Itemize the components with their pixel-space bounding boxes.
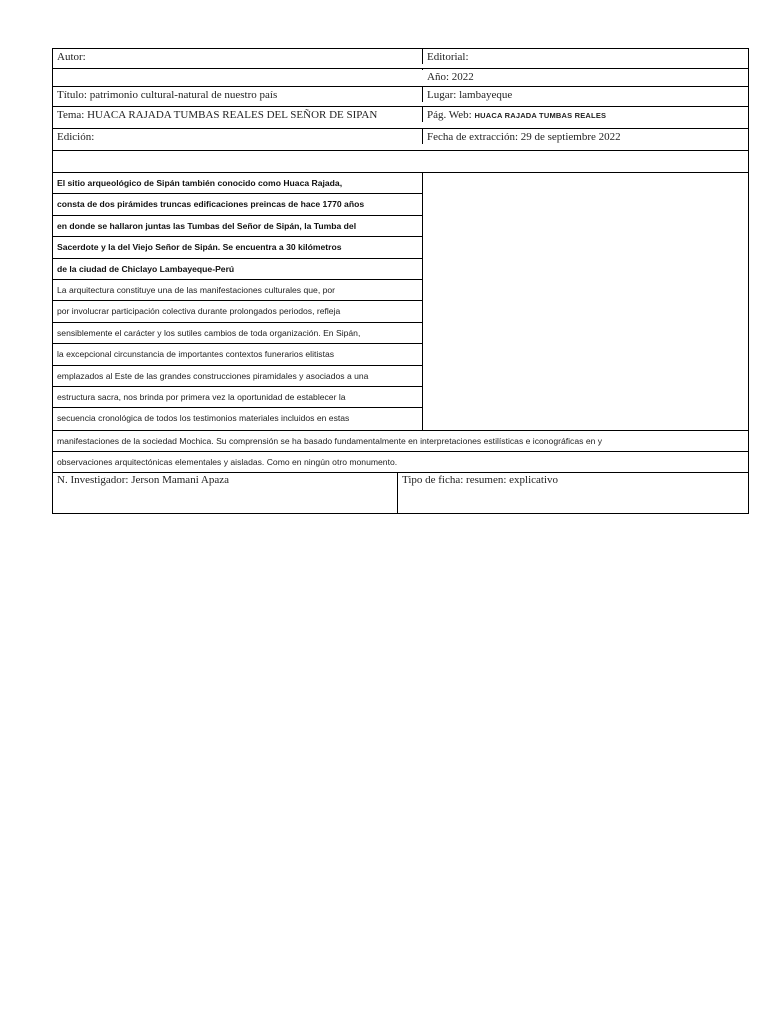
summary-line: emplazados al Este de las grandes construcciones piramidales y asociados a una <box>53 366 422 387</box>
pag-web-value: HUACA RAJADA TUMBAS REALES <box>474 111 607 120</box>
summary-line: consta de dos pirámides truncas edificaciones preincas de hace 1770 años <box>53 194 422 215</box>
summary-full-line: manifestaciones de la sociedad Mochica. Su comprensión se ha basado fundamentalmente en interpretaciones estilísticas e iconográficas en y <box>53 431 748 452</box>
summary-line: la excepcional circunstancia de importantes contextos funerarios elitistas <box>53 344 422 365</box>
summary-line: La arquitectura constituye una de las manifestaciones culturales que, por <box>53 280 422 301</box>
summary-line: secuencia cronológica de todos los testimonios materiales incluidos en estas <box>57 413 350 424</box>
summary-lines <box>53 173 423 430</box>
editorial-field: Editorial: <box>427 51 469 63</box>
row-edicion-fecha <box>53 129 748 151</box>
row-tema-web <box>53 107 748 129</box>
lugar-field: Lugar: lambayeque <box>427 89 513 101</box>
fecha-field: Fecha de extracción: 29 de septiembre 2022 <box>427 131 621 143</box>
tema-field: Tema: HUACA RAJADA TUMBAS REALES DEL SEÑOR DE SIPAN <box>53 107 423 122</box>
summary-line: de la ciudad de Chiclayo Lambayeque-Perú <box>53 259 422 280</box>
summary-empty-cell <box>423 173 748 430</box>
titulo-field: Título: patrimonio cultural-natural de nuestro país <box>53 87 423 102</box>
summary-line: por involucrar participación colectiva durante prolongados periodos, refleja <box>53 301 422 322</box>
summary-line: El sitio arqueológico de Sipán también conocido como Huaca Rajada, <box>53 173 422 194</box>
pag-web-label: Pág. Web: <box>427 109 472 121</box>
edicion-field: Edición: <box>53 129 423 144</box>
pag-web-field <box>423 107 748 123</box>
empty-cell <box>53 69 423 70</box>
row-titulo-lugar <box>53 87 748 107</box>
tipo-ficha-field: Tipo de ficha: resumen: explicativo <box>402 473 559 486</box>
row-autor-editorial <box>53 49 748 69</box>
summary-line: estructura sacra, nos brinda por primera vez la oportunidad de establecer la <box>53 387 422 408</box>
summary-line: en donde se hallaron juntas las Tumbas del Señor de Sipán, la Tumba del <box>53 216 422 237</box>
summary-block <box>53 173 748 431</box>
investigador-field: N. Investigador: Jerson Mamani Apaza <box>53 473 398 513</box>
autor-field: Autor: <box>53 49 423 64</box>
summary-line: sensiblemente el carácter y los sutiles cambios de toda organización. En Sipán, <box>53 323 422 344</box>
footer-row <box>53 473 748 513</box>
spacer-row <box>53 151 748 173</box>
bibliographic-card <box>52 48 749 514</box>
summary-full-line: observaciones arquitectónicas elementales y aisladas. Como en ningún otro monumento. <box>53 452 748 473</box>
summary-line: Sacerdote y la del Viejo Señor de Sipán. Se encuentra a 30 kilómetros <box>53 237 422 258</box>
anio-field: Año: 2022 <box>427 71 474 83</box>
row-anio <box>53 69 748 87</box>
